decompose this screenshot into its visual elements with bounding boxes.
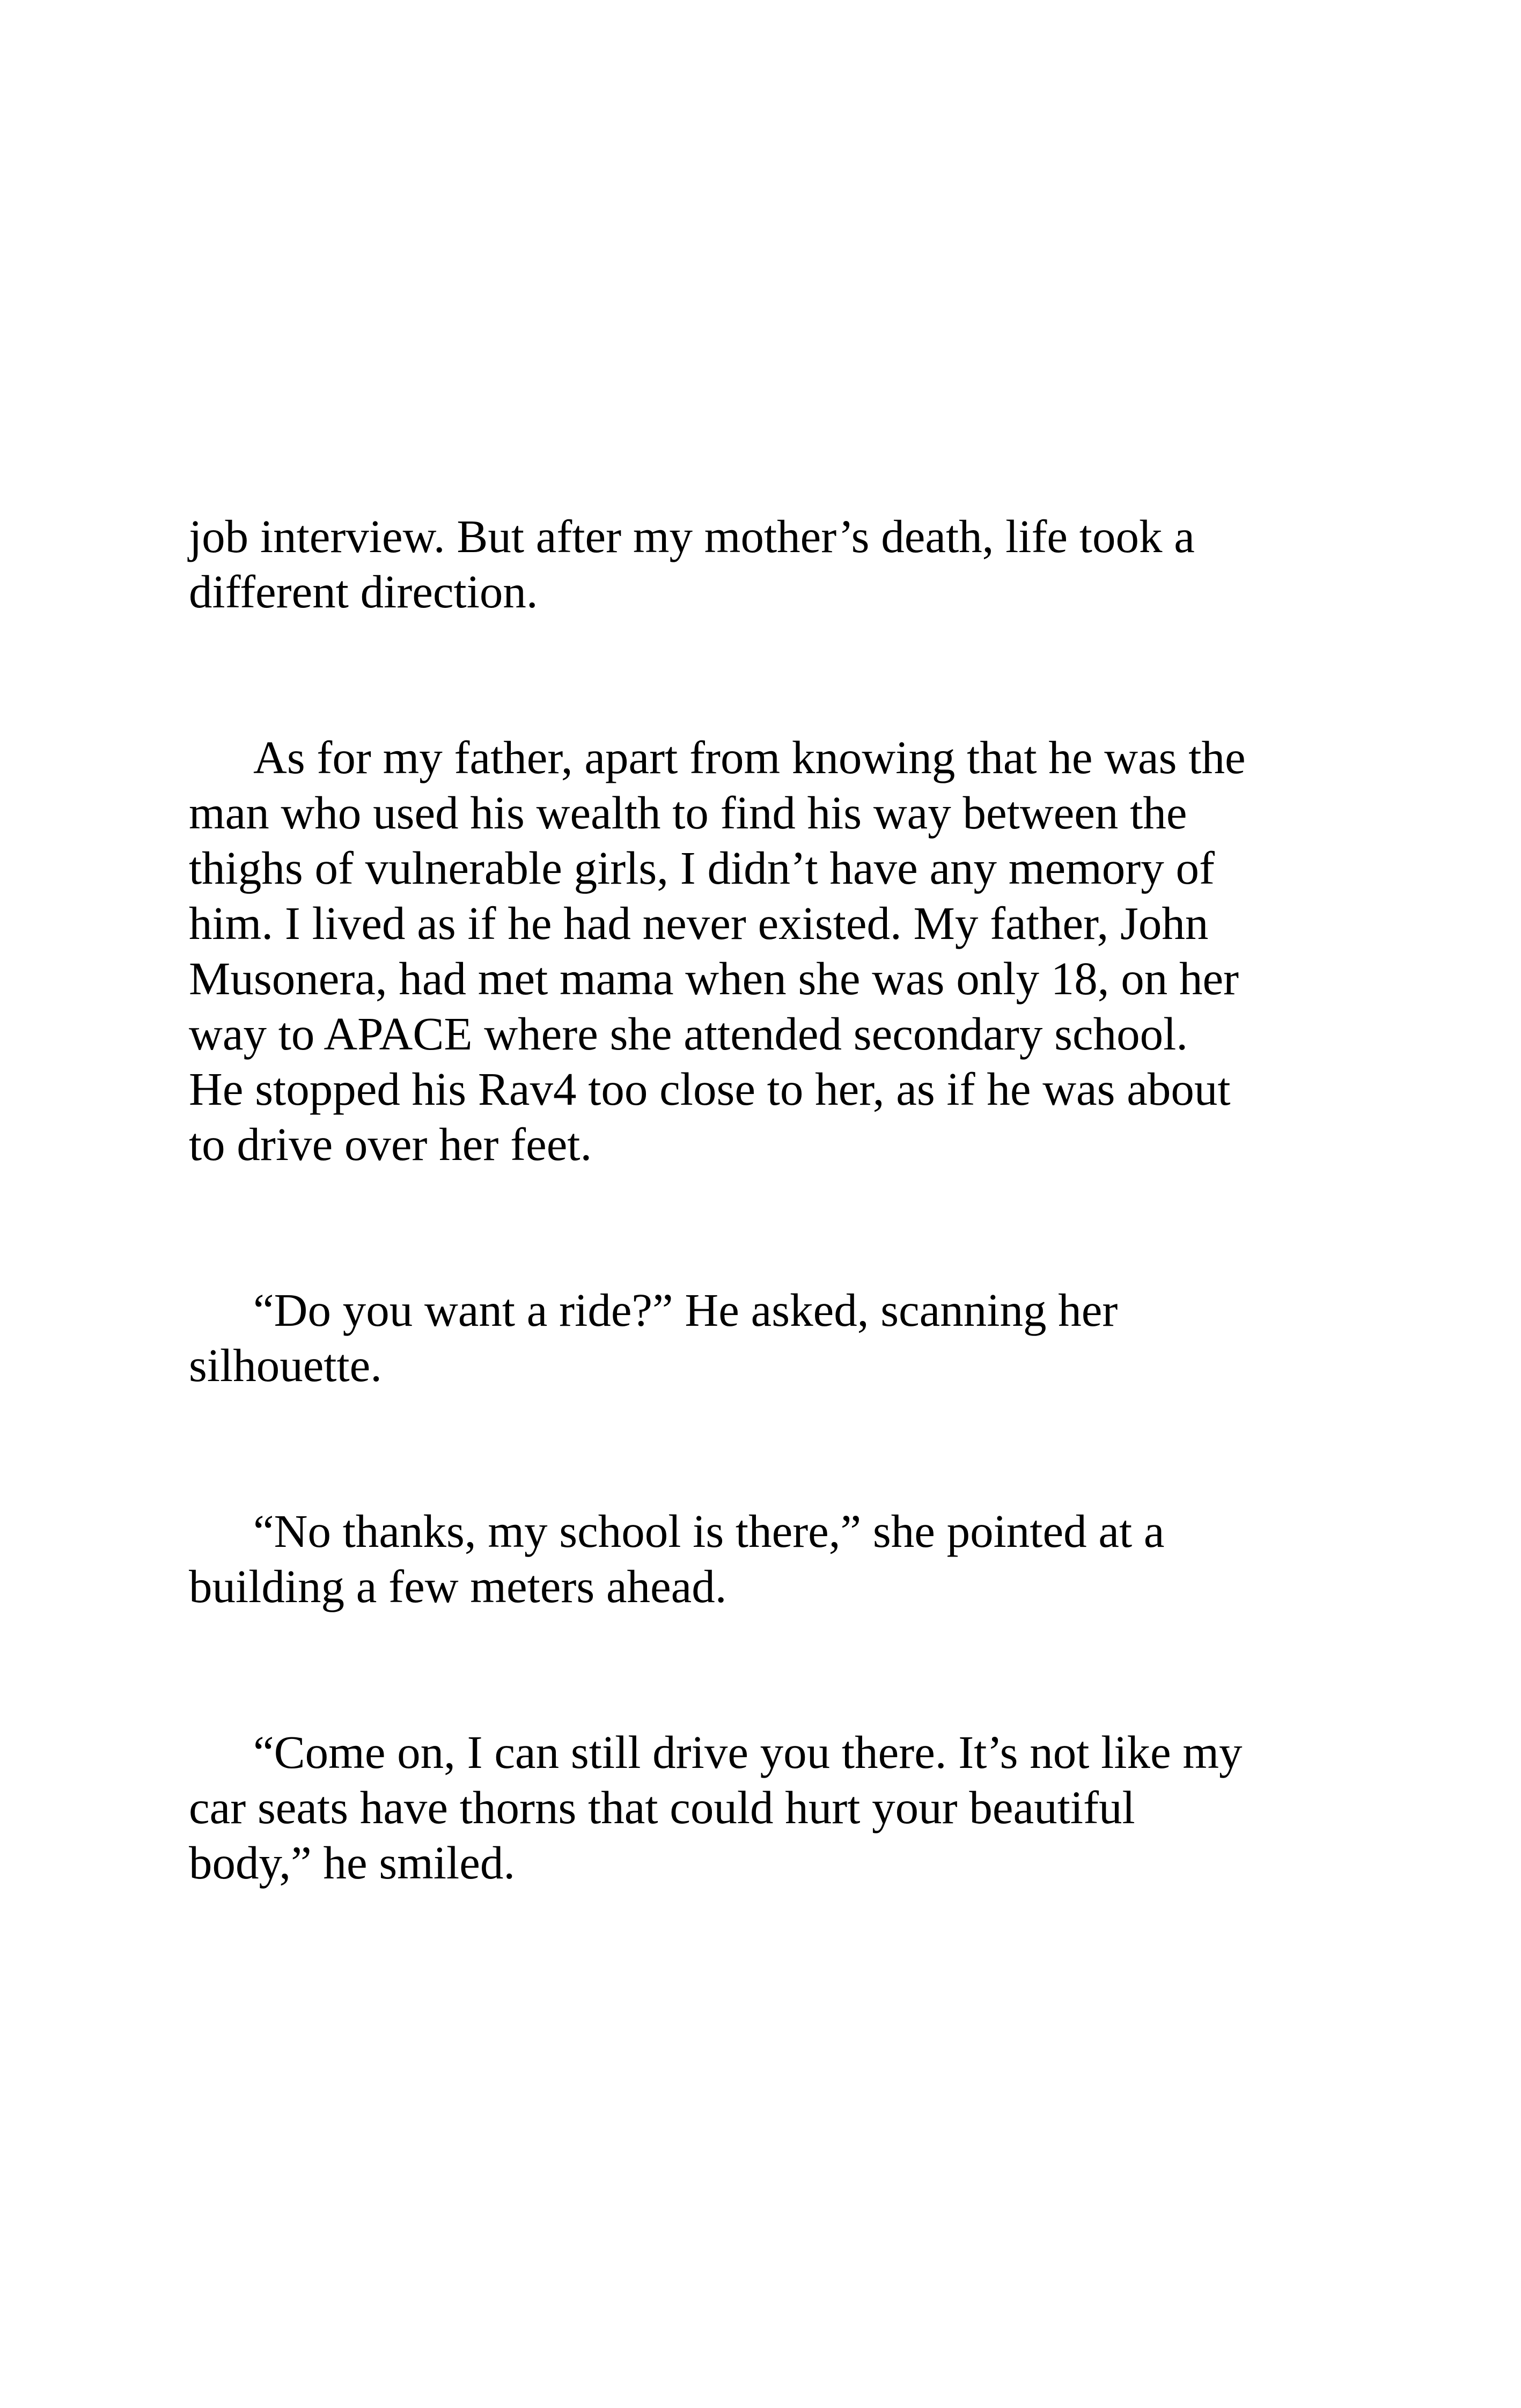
text-line: “No thanks, my school is there,” she pointed at a	[253, 1505, 1165, 1557]
paragraph-2	[189, 730, 1342, 1172]
paragraph-4	[189, 1503, 1342, 1614]
paragraph-gap	[189, 619, 1342, 730]
text-line: thighs of vulnerable girls, I didn’t have any memory of	[189, 842, 1215, 894]
text-line: “Come on, I can still drive you there. It’s not like my	[253, 1726, 1243, 1778]
text-line: car seats have thorns that could hurt your beautiful	[189, 1781, 1135, 1833]
text-line: to drive over her feet.	[189, 1118, 592, 1170]
text-line: different direction.	[189, 566, 538, 618]
text-line: “Do you want a ride?” He asked, scanning her	[253, 1284, 1118, 1336]
paragraph-gap	[189, 1614, 1342, 1724]
text-line: He stopped his Rav4 too close to her, as if he was about	[189, 1063, 1231, 1115]
paragraph-gap	[189, 1393, 1342, 1503]
paragraph-gap	[189, 1172, 1342, 1282]
text-line: job interview. But after my mother’s death, life took a	[189, 510, 1195, 562]
text-line: As for my father, apart from knowing that he was the	[253, 731, 1246, 783]
paragraph-3	[189, 1282, 1342, 1393]
text-line: silhouette.	[189, 1339, 383, 1391]
text-line: building a few meters ahead.	[189, 1560, 727, 1612]
paragraph-1	[189, 509, 1342, 619]
text-line: body,” he smiled.	[189, 1837, 516, 1889]
body-text	[189, 509, 1342, 1890]
text-line: man who used his wealth to find his way between the	[189, 787, 1187, 839]
text-line: Musonera, had met mama when she was only 18, on her	[189, 952, 1239, 1004]
paragraph-5	[189, 1724, 1342, 1890]
text-line: him. I lived as if he had never existed. My father, John	[189, 897, 1209, 949]
text-line: way to APACE where she attended secondary school.	[189, 1008, 1188, 1060]
